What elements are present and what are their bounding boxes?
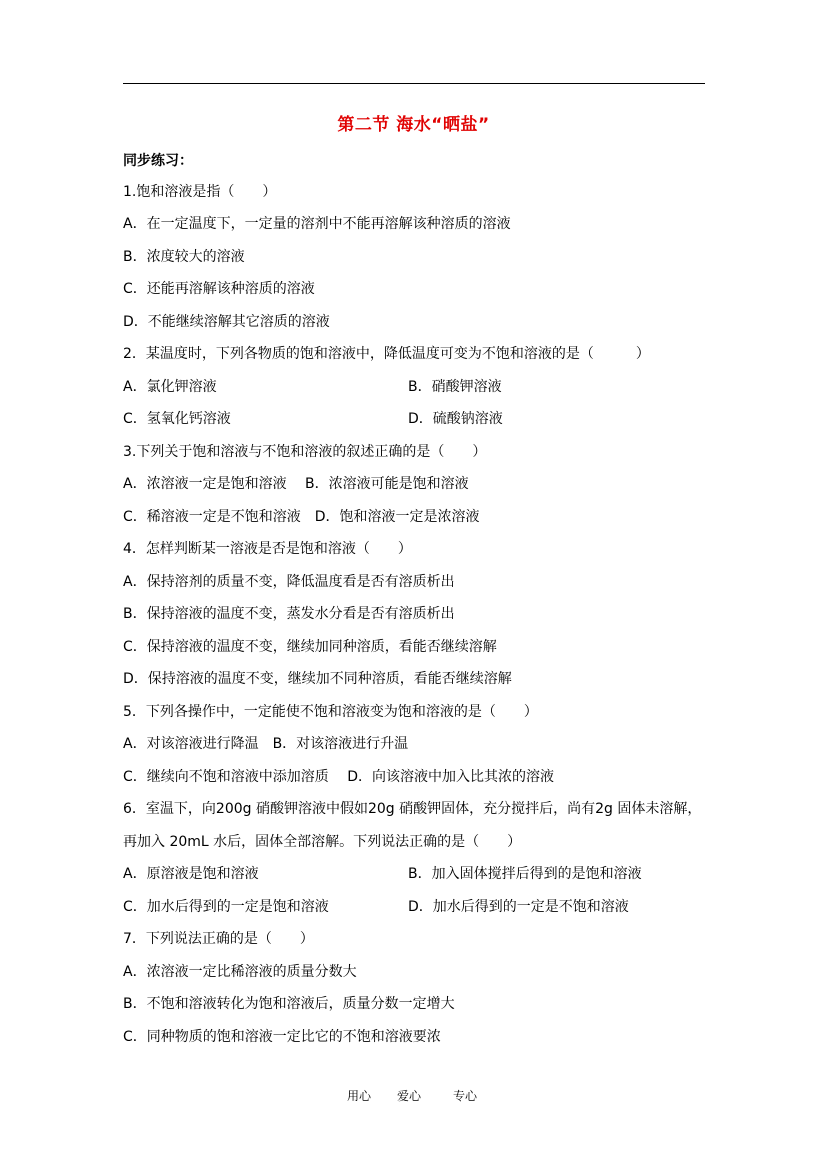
question-6-stem-line2: 再加入 20mL 水后，固体全部溶解。下列说法正确的是（ ） xyxy=(123,834,522,850)
question-7-stem: 7．下列说法正确的是（ ） xyxy=(123,931,314,947)
question-4-stem: 4．怎样判断某一溶液是否是饱和溶液（ ） xyxy=(123,541,412,557)
footer-text-1: 用心 xyxy=(347,1089,372,1103)
question-1-option-c: C．还能再溶解该种溶质的溶液 xyxy=(123,281,315,297)
section-subtitle: 同步练习： xyxy=(123,153,193,169)
question-1-option-b: B．浓度较大的溶液 xyxy=(123,249,245,265)
question-2-option-d: D．硫酸钠溶液 xyxy=(408,411,503,427)
question-1-option-a: A．在一定温度下，一定量的溶剂中不能再溶解该种溶质的溶液 xyxy=(123,216,511,232)
question-3-options-cd: C．稀溶液一定是不饱和溶液 D．饱和溶液一定是浓溶液 xyxy=(123,509,480,525)
footer-text-3: 专心 xyxy=(453,1089,478,1103)
question-7-option-a: A．浓溶液一定比稀溶液的质量分数大 xyxy=(123,964,357,980)
question-1-option-d: D．不能继续溶解其它溶质的溶液 xyxy=(123,314,330,330)
question-6-option-b: B．加入固体搅拌后得到的是饱和溶液 xyxy=(408,866,642,882)
question-7-option-b: B．不饱和溶液转化为饱和溶液后，质量分数一定增大 xyxy=(123,996,455,1012)
question-6-stem-line1: 6．室温下，向200g 硝酸钾溶液中假如20g 硝酸钾固体，充分搅拌后，尚有2g 固体未溶解， xyxy=(123,801,702,817)
question-5-options-cd: C．继续向不饱和溶液中添加溶质 D．向该溶液中加入比其浓的溶液 xyxy=(123,769,555,785)
footer-text-2: 爱心 xyxy=(397,1089,422,1103)
question-7-option-c: C．同种物质的饱和溶液一定比它的不饱和溶液要浓 xyxy=(123,1029,441,1045)
question-4-option-c: C．保持溶液的温度不变，继续加同种溶质，看能否继续溶解 xyxy=(123,639,497,655)
question-6-option-a: A．原溶液是饱和溶液 xyxy=(123,866,259,882)
page-title: 第二节 海水“晒盐” xyxy=(337,115,490,135)
question-2-stem: 2．某温度时，下列各物质的饱和溶液中，降低温度可变为不饱和溶液的是（ ） xyxy=(123,346,650,362)
question-4-option-a: A．保持溶剂的质量不变，降低温度看是否有溶质析出 xyxy=(123,574,455,590)
question-3-options-ab: A．浓溶液一定是饱和溶液 B．浓溶液可能是饱和溶液 xyxy=(123,476,469,492)
question-3-stem: 3.下列关于饱和溶液与不饱和溶液的叙述正确的是（ ） xyxy=(123,444,487,460)
question-4-option-b: B．保持溶液的温度不变，蒸发水分看是否有溶质析出 xyxy=(123,606,455,622)
question-6-option-d: D．加水后得到的一定是不饱和溶液 xyxy=(408,899,629,915)
question-5-stem: 5．下列各操作中，一定能使不饱和溶液变为饱和溶液的是（ ） xyxy=(123,704,538,720)
header-rule xyxy=(123,83,705,84)
question-6-option-c: C．加水后得到的一定是饱和溶液 xyxy=(123,899,329,915)
question-2-option-c: C．氢氧化钙溶液 xyxy=(123,411,231,427)
question-5-options-ab: A．对该溶液进行降温 B．对该溶液进行升温 xyxy=(123,736,409,752)
question-2-option-b: B．硝酸钾溶液 xyxy=(408,379,502,395)
question-1-stem: 1.饱和溶液是指（ ） xyxy=(123,184,277,200)
question-2-option-a: A．氯化钾溶液 xyxy=(123,379,217,395)
question-4-option-d: D．保持溶液的温度不变，继续加不同种溶质，看能否继续溶解 xyxy=(123,671,512,687)
